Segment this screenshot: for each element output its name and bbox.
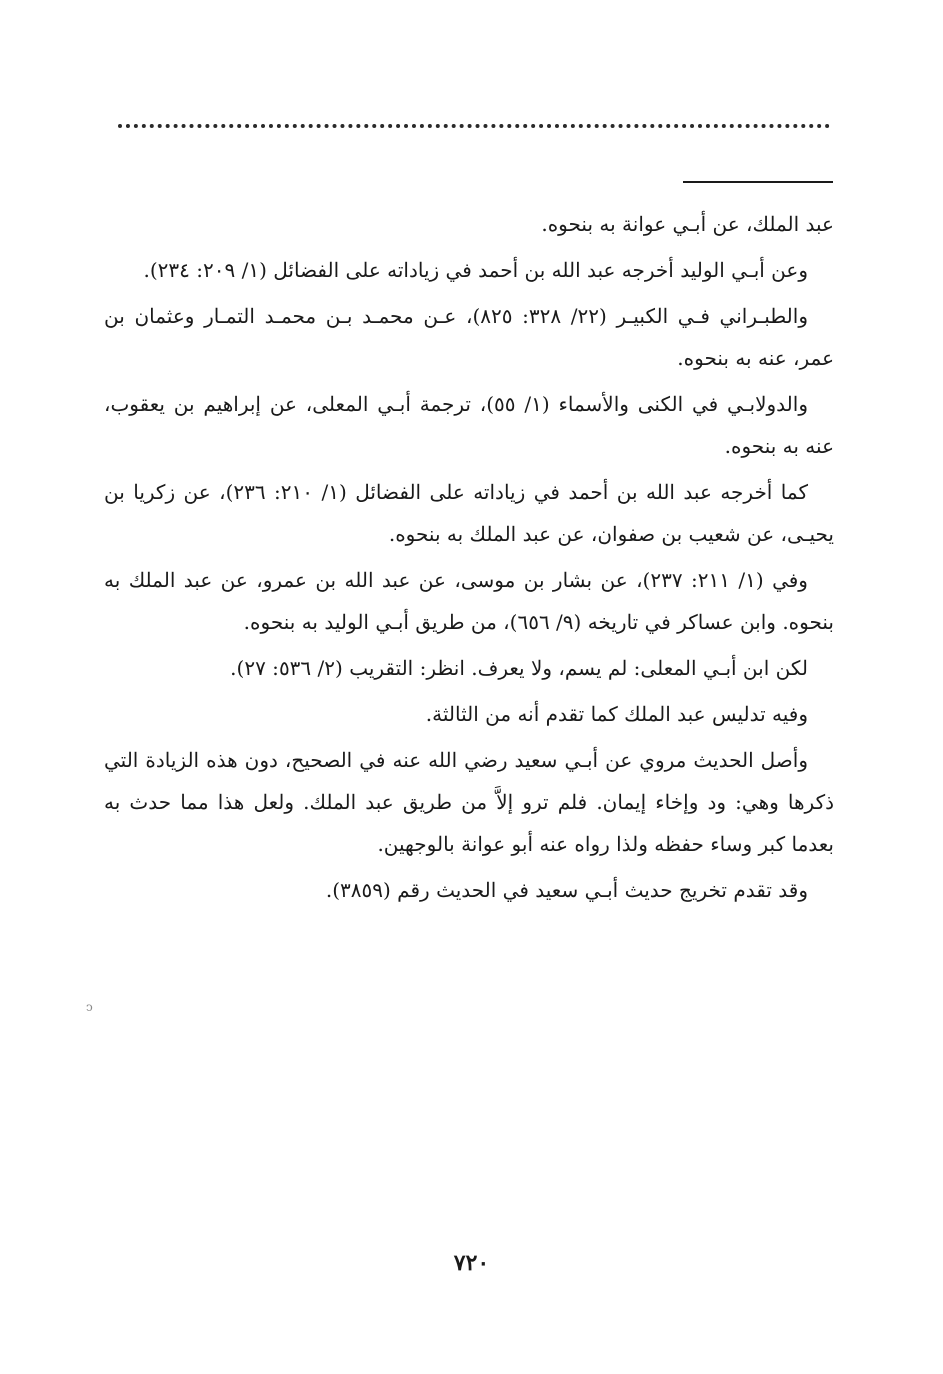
dotted-separator — [118, 124, 830, 128]
footnote-paragraph: وفي (١/ ٢١١: ٢٣٧)، عن بشار بن موسى، عن عبد الله بن عمرو، عن عبد الملك به بنحوه. وابن عساكر في تاريخه (٩/ ٦٥٦)، من طريق أبـي الوليد به بنحوه. — [104, 568, 834, 634]
footnote-paragraph: وفيه تدليس عبد الملك كما تقدم أنه من الثالثة. — [425, 702, 808, 726]
footnote-paragraph: وأصل الحديث مروي عن أبـي سعيد رضي الله عنه في الصحيح، دون هذه الزيادة التي ذكرها وهي: ود وإخاء إيمان. فلم ترو إلاَّ من طريق عبد الملك. ولعل هذا مما حدث به بعدما كبر وساء حفظه ولذا رواه عنه أبو عوانة بالوجهين. — [104, 748, 834, 856]
footnote-paragraph: عبد الملك، عن أبـي عوانة به بنحوه. — [541, 212, 834, 236]
footnote-paragraph: كما أخرجه عبد الله بن أحمد في زياداته على الفضائل (١/ ٢١٠: ٢٣٦)، عن زكريا بن يحيـى، عن شعيب بن صفوان، عن عبد الملك به بنحوه. — [104, 480, 834, 546]
footnote-paragraph: والطبـراني فـي الكبيـر (٢٢/ ٣٢٨: ٨٢٥)، عـن محمـد بـن محمـد التمـار وعثمان بن عمر، عنه به بنحوه. — [104, 304, 834, 370]
margin-mark: ↄ — [86, 1000, 93, 1014]
footnote-body — [104, 203, 834, 915]
footnote-paragraph: والدولابـي في الكنى والأسماء (١/ ٥٥)، ترجمة أبـي المعلى، عن إبراهيم بن يعقوب، عنه به بنحوه. — [104, 392, 834, 458]
footnote-paragraph: وعن أبـي الوليد أخرجه عبد الله بن أحمد في زياداته على الفضائل (١/ ٢٠٩: ٢٣٤). — [143, 258, 808, 282]
page-number: ٧٢٠ — [453, 1250, 490, 1276]
footnote-paragraph: لكن ابن أبـي المعلى: لم يسم، ولا يعرف. انظر: التقريب (٢/ ٥٣٦: ٢٧). — [230, 656, 808, 680]
footnote-paragraph: وقد تقدم تخريج حديث أبـي سعيد في الحديث رقم (٣٨٥٩). — [325, 878, 808, 902]
footnote-rule — [683, 181, 833, 183]
